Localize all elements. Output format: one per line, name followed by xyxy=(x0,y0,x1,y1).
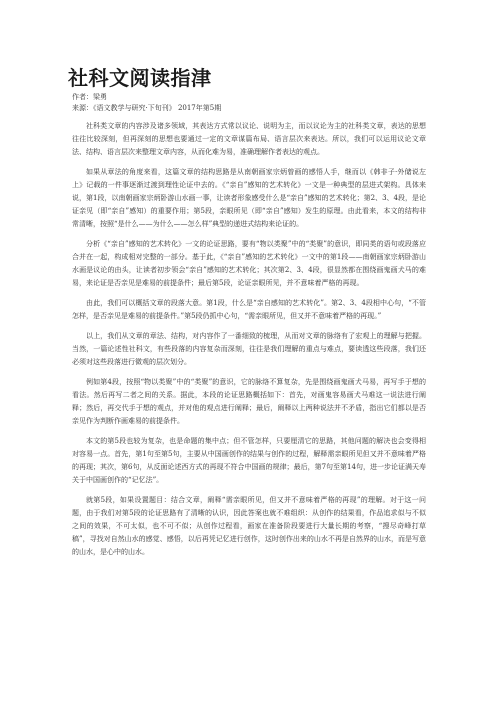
paragraph-4: 由此，我们可以概括文章的段落大意。第1段，什么是“亲自感知的艺术转化”。第2、3、4段相中心句，“不管怎样，是否亲见是难易的前提条件。”第5段仍抓中心句，“需亲眼所见，但又并不意味着严格的再现。” xyxy=(72,299,426,320)
paragraph-5: 以上，我们从文章的章法、结构，对内容作了一番细致的梳理，从而对文章的脉络有了宏观上的理解与把握。当然，一篇论述性社科文，有些段落的内容复杂而深刻，往往是我们理解的重点与难点，要读透这些段落，我们还必须对这些段落进行微观的层次划分。 xyxy=(72,332,426,366)
author-line: 作者：梁勇 xyxy=(72,93,107,101)
paragraph-2: 如果从章法的角度来看，这篇文章的结构思路是从南朝画家宗炳曾画的感悟人手，继而以《韩非子·外储说左上》记载的一件事逐渐过渡到理性论证中去的。《“亲自”感知的艺术转化》一文是一种典型的层进式架构。具体来说，第1段，以南朝画家宗炳卧游山水画一事，让读者形象感受什么是“亲自”感知的艺术转化；第2、3、4段，是论证亲见（即“亲自”感知）的重要作用；第5段，亲眼所见（即“亲自”感知）发生的原理。由此看来，本文的结构非常清晰，按照“是什么——为什么——怎么样”典型的递进式结构来论证的。 xyxy=(72,168,426,228)
paragraph-8: 就第5段，如果设置题目：结合文章，阐释“需亲眼所见，但又并不意味着严格的再现”的理解。对于这一问题，由于我们对第5段的论证思路有了清晰的认识，因此答案也就不难组织：从创作的结果看，作品追求似与不似之间的效果，不可太似，也不可不似；从创作过程看，画家在准备阶段要进行大量长期的考察，“搜尽奇峰打草稿”，寻找对自然山水的感觉、感悟，以后再凭记忆进行创作，这时创作出来的山水不再是自然界的山水，而是写意的山水，是心中的山水。 xyxy=(72,496,426,556)
paragraph-3: 分析《“亲自”感知的艺术转化》一文的论证思路，要有“物以类聚”中的“类聚”的意识，即同类的语句或段落应合并在一起，构成相对完整的一部分。基于此，《“亲自”感知的艺术转化》一文中的第1段——南朝画家宗炳卧游山水画是议论的由头，让读者初步领会“亲自”感知的艺术转化；其次第2、3、4段，很显然都在围绕画鬼画犬马的难易，来论证是否亲见是难易的前提条件；最后第5段，论证亲眼所见，并不意味着严格的再现。 xyxy=(72,240,426,287)
source-line: 来源：《语文教学与研究·下旬刊》 2017年第5期 xyxy=(72,104,222,112)
paragraph-7: 本文的第5段也较为复杂，也是命题的集中点；但不管怎样，只要厘清它的思路，其他问题的解决也会变得相对容易一点。首先，第1句至第5句，主要从中国画创作的结果与创作的过程，解释需亲眼所见但又并不意味着严格的再现；其次，第6句，从反面论述西方式的再现不符合中国画的规律；最后，第7句至第14句，进一步论证满天寿关于中国画创作的“记忆法”。 xyxy=(72,437,426,484)
article-title: 社科文阅读指津 xyxy=(68,66,212,90)
paragraph-1: 社科类文章的内容涉及诸多领域，其表达方式常以议论、说明为主，而以议论为主的社科类文章，表达的思想往往比较深刻，但再深刻的思想也要通过一定的文章谋篇布局、语言层次来表达。所以，我们可以运用议论文章法、结构、语言层次来整理文章内容，从而化难为易，准确理解作者表达的观点。 xyxy=(72,122,426,156)
paragraph-6: 例如第4段，按照“物以类聚”中的“类聚”的意识，它的脉络不算复杂，先是围绕画鬼画犬马易，再写手于想的看法。然后再写二者之间的关系。据此，本段的论证思路概括如下：首先，对画鬼容易画犬马难这一说法进行阐释；然后，再交代手于想的观点，并对他的观点进行阐释；最后，阐释以上两种说法并不矛盾，指出它们都以是否亲见作为判断作画难易的前提条件。 xyxy=(72,378,426,425)
